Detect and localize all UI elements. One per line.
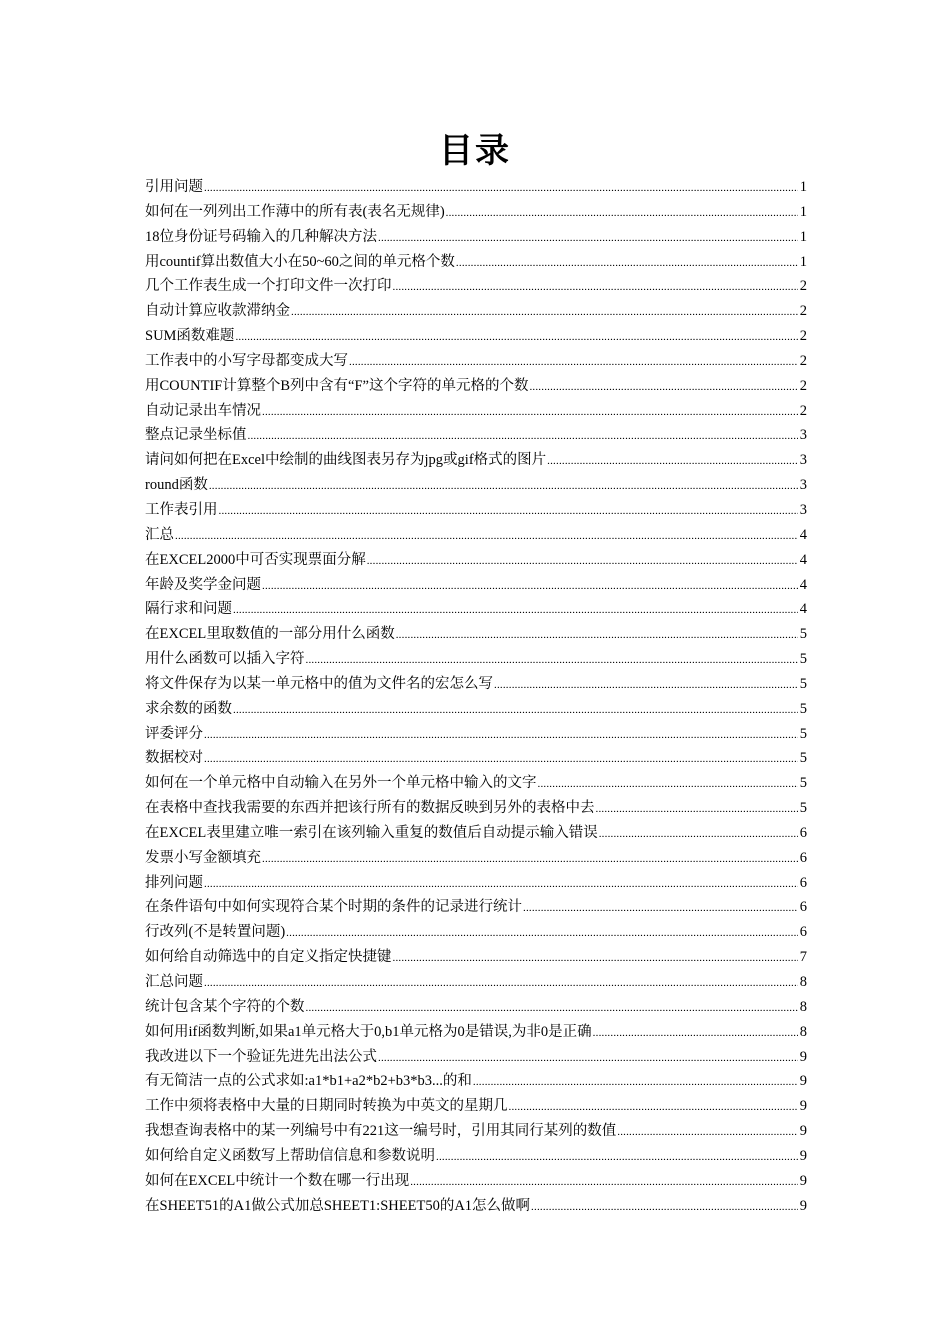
toc-dot-leader	[262, 400, 798, 425]
toc-entry-title[interactable]: 评委评分	[145, 725, 203, 742]
toc-dot-leader	[473, 1070, 798, 1095]
toc-entry[interactable]	[145, 722, 807, 747]
toc-entry[interactable]	[145, 250, 807, 275]
toc-dot-leader	[538, 772, 799, 797]
toc-dot-leader	[204, 723, 798, 748]
toc-dot-leader	[209, 474, 798, 499]
toc-entry[interactable]	[145, 920, 807, 945]
toc-entry[interactable]	[145, 1119, 807, 1144]
toc-entry-page-number[interactable]: 5	[799, 750, 807, 767]
toc-entry-page-number[interactable]: 1	[799, 253, 807, 270]
toc-entry-page-number[interactable]: 9	[799, 1147, 807, 1164]
toc-entry-page-number[interactable]: 5	[799, 800, 807, 817]
toc-entry[interactable]	[145, 771, 807, 796]
toc-entry-title[interactable]: SUM函数难题	[145, 328, 235, 345]
toc-dot-leader	[599, 822, 798, 847]
toc-dot-leader	[306, 648, 799, 673]
toc-entry[interactable]	[145, 324, 807, 349]
toc-dot-leader	[175, 524, 798, 549]
toc-dot-leader	[593, 1021, 798, 1046]
toc-entry-page-number[interactable]: 2	[799, 402, 807, 419]
toc-entry[interactable]	[145, 1094, 807, 1119]
toc-entry-title[interactable]: 用什么函数可以插入字符	[145, 651, 305, 668]
toc-entry[interactable]	[145, 746, 807, 771]
toc-entry[interactable]	[145, 1194, 807, 1219]
toc-entry-title[interactable]: 工作中须将表格中大量的日期同时转换为中英文的星期几	[145, 1098, 508, 1115]
toc-entry[interactable]	[145, 573, 807, 598]
toc-entry-title[interactable]: 排列问题	[145, 874, 203, 891]
toc-entry[interactable]	[145, 846, 807, 871]
toc-entry-page-number[interactable]: 4	[799, 551, 807, 568]
toc-entry[interactable]	[145, 1069, 807, 1094]
toc-entry[interactable]	[145, 647, 807, 672]
toc-entry-page-number[interactable]: 5	[799, 725, 807, 742]
toc-list	[145, 175, 807, 1218]
toc-dot-leader	[393, 946, 799, 971]
toc-dot-leader	[456, 251, 798, 276]
toc-entry-page-number[interactable]: 4	[799, 576, 807, 593]
toc-dot-leader	[509, 1095, 799, 1120]
toc-entry-title[interactable]: 如何在一列列出工作薄中的所有表(表名无规律)	[145, 203, 445, 220]
toc-entry[interactable]	[145, 399, 807, 424]
toc-entry-page-number[interactable]: 2	[799, 352, 807, 369]
toc-dot-leader	[378, 1046, 798, 1071]
toc-entry-title[interactable]: 求余数的函数	[145, 700, 232, 717]
toc-entry[interactable]	[145, 995, 807, 1020]
toc-entry-title[interactable]: 隔行求和问题	[145, 601, 232, 618]
toc-entry-page-number[interactable]: 1	[799, 179, 807, 195]
toc-dot-leader	[596, 797, 799, 822]
toc-entry[interactable]	[145, 1020, 807, 1045]
toc-entry-page-number[interactable]: 1	[799, 228, 807, 245]
toc-entry[interactable]	[145, 175, 807, 200]
toc-entry[interactable]	[145, 548, 807, 573]
toc-entry[interactable]	[145, 1144, 807, 1169]
toc-entry-page-number[interactable]: 9	[799, 1073, 807, 1090]
toc-entry-page-number[interactable]: 2	[799, 328, 807, 345]
toc-entry-title[interactable]: 如何用if函数判断,如果a1单元格大于0,b1单元格为0是错误,为非0是正确	[145, 1023, 592, 1040]
toc-entry-page-number[interactable]: 8	[799, 974, 807, 990]
toc-entry-page-number[interactable]: 2	[799, 377, 807, 394]
toc-dot-leader	[436, 1145, 798, 1170]
toc-dot-leader	[306, 996, 799, 1021]
toc-entry-title[interactable]: 用COUNTIF计算整个B列中含有“F”这个字符的单元格的个数	[145, 377, 529, 394]
toc-dot-leader	[393, 275, 799, 300]
toc-entry-title[interactable]: 行改列(不是转置问题)	[145, 924, 286, 941]
toc-entry-title[interactable]: 统计包含某个字符的个数	[145, 998, 305, 1015]
toc-entry-page-number[interactable]: 9	[799, 1172, 807, 1189]
toc-entry[interactable]	[145, 970, 807, 995]
toc-dot-leader	[233, 698, 798, 723]
toc-entry-page-number[interactable]: 9	[799, 1197, 807, 1214]
toc-entry-title[interactable]: 工作表引用	[145, 501, 218, 518]
toc-entry[interactable]	[145, 871, 807, 896]
toc-entry-page-number[interactable]: 2	[799, 303, 807, 320]
toc-entry-page-number[interactable]: 6	[799, 899, 807, 916]
toc-entry-page-number[interactable]: 5	[799, 700, 807, 717]
toc-dot-leader	[349, 350, 798, 375]
toc-entry-title[interactable]: round函数	[145, 477, 208, 494]
toc-dot-leader	[204, 971, 798, 996]
toc-dot-leader	[547, 449, 798, 474]
toc-dot-leader	[286, 921, 798, 946]
toc-entry-page-number[interactable]: 6	[799, 924, 807, 941]
toc-entry[interactable]	[145, 473, 807, 498]
toc-entry[interactable]	[145, 597, 807, 622]
toc-entry-page-number[interactable]: 3	[799, 452, 807, 469]
toc-entry-title[interactable]: 如何给自动筛选中的自定义指定快捷键	[145, 949, 392, 966]
toc-entry-title[interactable]: 工作表中的小写字母都变成大写	[145, 352, 348, 369]
toc-entry-title[interactable]: 如何给自定义函数写上帮助信信息和参数说明	[145, 1147, 435, 1164]
toc-entry-page-number[interactable]: 1	[799, 203, 807, 220]
toc-entry-page-number[interactable]: 3	[799, 477, 807, 494]
toc-entry-page-number[interactable]: 3	[799, 427, 807, 444]
toc-entry[interactable]	[145, 349, 807, 374]
toc-entry[interactable]	[145, 274, 807, 299]
toc-entry-title[interactable]: 年龄及奖学金问题	[145, 576, 261, 593]
toc-entry-page-number[interactable]: 5	[799, 626, 807, 643]
toc-entry[interactable]	[145, 895, 807, 920]
toc-dot-leader	[378, 226, 798, 251]
toc-entry-title[interactable]: 我想查询表格中的某一列编号中有221这一编号时，引用其同行某列的数值	[145, 1123, 617, 1140]
toc-dot-leader	[367, 549, 798, 574]
toc-dot-leader	[529, 375, 798, 400]
toc-entry-page-number[interactable]: 6	[799, 824, 807, 841]
toc-entry-title[interactable]: 18位身份证号码输入的几种解决方法	[145, 228, 377, 245]
toc-entry-page-number[interactable]: 2	[799, 278, 807, 295]
toc-entry-page-number[interactable]: 8	[799, 998, 807, 1015]
toc-entry-title[interactable]: 用countif算出数值大小在50~60之间的单元格个数	[145, 253, 455, 270]
toc-entry-page-number[interactable]: 9	[799, 1123, 807, 1140]
toc-entry[interactable]	[145, 225, 807, 250]
toc-entry[interactable]	[145, 423, 807, 448]
toc-dot-leader	[248, 424, 799, 449]
toc-dot-leader	[396, 623, 798, 648]
toc-entry-title[interactable]: 数据校对	[145, 750, 203, 767]
toc-entry-page-number[interactable]: 4	[799, 601, 807, 618]
toc-entry-title[interactable]: 汇总	[145, 526, 174, 543]
toc-entry-title[interactable]: 在SHEET51的A1做公式加总SHEET1:SHEET50的A1怎么做啊	[145, 1197, 531, 1214]
toc-entry-title[interactable]: 在EXCEL里取数值的一部分用什么函数	[145, 626, 395, 643]
toc-entry-page-number[interactable]: 8	[799, 1023, 807, 1040]
toc-dot-leader	[233, 598, 798, 623]
toc-entry-page-number[interactable]: 9	[799, 1048, 807, 1065]
toc-entry[interactable]	[145, 945, 807, 970]
toc-entry[interactable]	[145, 697, 807, 722]
toc-entry-page-number[interactable]: 7	[799, 949, 807, 966]
toc-entry[interactable]	[145, 374, 807, 399]
toc-entry-page-number[interactable]: 5	[799, 651, 807, 668]
toc-entry-title[interactable]: 整点记录坐标值	[145, 427, 247, 444]
toc-title: 目录	[439, 131, 511, 171]
toc-dot-leader	[523, 896, 798, 921]
toc-entry-page-number[interactable]: 3	[799, 501, 807, 518]
toc-entry[interactable]	[145, 498, 807, 523]
toc-entry[interactable]	[145, 672, 807, 697]
toc-entry-title[interactable]: 在表格中查找我需要的东西并把该行所有的数据反映到另外的表格中去	[145, 800, 595, 817]
toc-dot-leader	[204, 747, 798, 772]
toc-dot-leader	[410, 1170, 798, 1195]
toc-entry[interactable]	[145, 299, 807, 324]
toc-dot-leader	[291, 300, 798, 325]
toc-dot-leader	[262, 574, 798, 599]
toc-entry-title[interactable]: 请问如何把在Excel中绘制的曲线图表另存为jpg或gif格式的图片	[145, 452, 547, 469]
toc-entry-title[interactable]: 在EXCEL表里建立唯一索引在该列输入重复的数值后自动提示输入错误	[145, 824, 598, 841]
toc-dot-leader	[204, 872, 798, 897]
toc-entry-title[interactable]: 我改进以下一个验证先进先出法公式	[145, 1048, 377, 1065]
toc-dot-leader	[235, 325, 798, 350]
toc-entry[interactable]	[145, 1169, 807, 1194]
toc-entry-title[interactable]: 汇总问题	[145, 974, 203, 990]
toc-entry-title[interactable]: 引用问题	[145, 179, 203, 195]
toc-dot-leader	[262, 847, 798, 872]
toc-entry[interactable]	[145, 448, 807, 473]
toc-entry-title[interactable]: 发票小写金额填充	[145, 849, 261, 866]
toc-dot-leader	[219, 499, 799, 524]
toc-entry-page-number[interactable]: 6	[799, 849, 807, 866]
toc-entry-page-number[interactable]: 5	[799, 675, 807, 692]
toc-entry-title[interactable]: 在EXCEL2000中可否实现票面分解	[145, 551, 366, 568]
toc-entry-title[interactable]: 将文件保存为以某一单元格中的值为文件名的宏怎么写	[145, 675, 493, 692]
toc-entry-title[interactable]: 自动计算应收款滞纳金	[145, 303, 290, 320]
toc-dot-leader	[204, 176, 798, 201]
toc-entry[interactable]	[145, 523, 807, 548]
toc-entry[interactable]	[145, 1045, 807, 1070]
toc-entry-page-number[interactable]: 4	[799, 526, 807, 543]
toc-dot-leader	[446, 201, 798, 226]
toc-entry-page-number[interactable]: 5	[799, 775, 807, 792]
toc-entry[interactable]	[145, 821, 807, 846]
toc-entry-title[interactable]: 如何在一个单元格中自动输入在另外一个单元格中输入的文字	[145, 775, 537, 792]
toc-entry[interactable]	[145, 796, 807, 821]
toc-dot-leader	[494, 673, 798, 698]
toc-entry-title[interactable]: 自动记录出车情况	[145, 402, 261, 419]
toc-entry-title[interactable]: 几个工作表生成一个打印文件一次打印	[145, 278, 392, 295]
toc-entry-page-number[interactable]: 9	[799, 1098, 807, 1115]
toc-entry-title[interactable]: 在条件语句中如何实现符合某个时期的条件的记录进行统计	[145, 899, 522, 916]
toc-dot-leader	[531, 1195, 798, 1220]
toc-entry-title[interactable]: 有无简洁一点的公式求如:a1*b1+a2*b2+b3*b3...的和	[145, 1073, 472, 1090]
toc-entry-title[interactable]: 如何在EXCEL中统计一个数在哪一行出现	[145, 1172, 410, 1189]
toc-dot-leader	[617, 1120, 798, 1145]
toc-entry-page-number[interactable]: 6	[799, 874, 807, 891]
toc-entry[interactable]	[145, 622, 807, 647]
toc-entry[interactable]	[145, 200, 807, 225]
